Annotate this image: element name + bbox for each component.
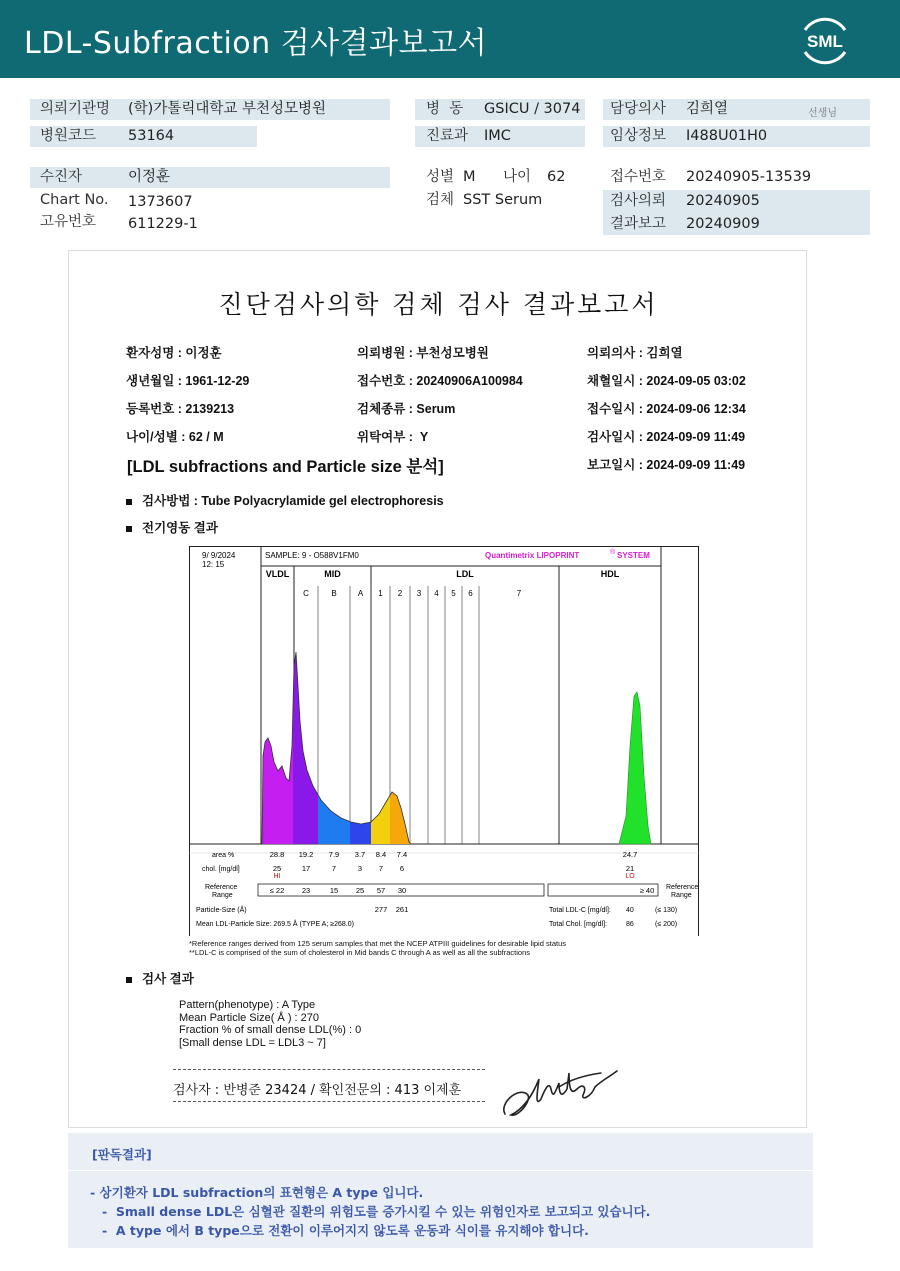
doctor-value: 김희열 — [686, 101, 729, 117]
field-consign: 위탁여부 : Y — [357, 430, 429, 444]
section-label-vldl: VLDL — [265, 569, 290, 579]
interpretation-line-2: - Small dense LDL은 심혈관 질환의 위험도를 증가시킬 수 있는 위험인자로 보고되고 있습니다. — [102, 1204, 651, 1219]
institution-value: (학)가톨릭대학교 부천성모병원 — [128, 101, 327, 117]
sex-value: M — [463, 169, 476, 185]
chart-sample: SAMPLE: 9 - O588V1FM0 — [265, 551, 359, 560]
total-ldl-ref: (≤ 130) — [655, 907, 678, 914]
specimen-label: 검체 — [426, 192, 455, 208]
doctor-suffix: 선생님 — [808, 108, 837, 119]
page-header — [0, 0, 900, 78]
method-line — [126, 491, 444, 509]
area-value-hdl: 24.7 — [622, 850, 638, 859]
dept-value: IMC — [484, 128, 511, 144]
row-label-ref-range: Range — [212, 892, 233, 899]
chart-system: Quantimetrix LIPOPRINT — [485, 551, 580, 560]
row-label-ref-right: Reference — [666, 884, 699, 891]
chol-value-vldl: 25 — [272, 864, 282, 873]
clinical-value: I488U01H0 — [686, 128, 768, 144]
result-definition: [Small dense LDL = LDL3 ~ 7] — [179, 1036, 326, 1049]
interpretation-line-1: - 상기환자 LDL subfraction의 표현형은 A type 입니다. — [90, 1185, 424, 1200]
fraction-area-a — [350, 822, 371, 844]
sex-label: 성별 — [426, 169, 455, 185]
result-pattern: Pattern(phenotype) : A Type — [179, 999, 316, 1011]
band-label-5: 5 — [451, 589, 456, 598]
particle-value-2: 261 — [395, 905, 409, 914]
sign-divider-top — [173, 1069, 485, 1070]
field-tested: 검사일시 : 2024-09-09 11:49 — [587, 430, 746, 444]
request-value: 20240905 — [686, 193, 760, 209]
ref-value-2: 30 — [397, 886, 407, 895]
dept-label: 진료과 — [426, 128, 469, 144]
age-value: 62 — [547, 169, 566, 185]
hospital-code-label: 병원코드 — [40, 128, 97, 144]
receipt-value: 20240905-13539 — [686, 169, 812, 185]
chart-no-value: 1373607 — [128, 194, 193, 210]
row-label-area: area % — [212, 852, 235, 859]
interpretation-line-3: - A type 에서 B type으로 전환이 이루어지지 않도록 운동과 식이를 유지해야 합니다. — [102, 1223, 589, 1238]
sml-logo — [795, 12, 855, 68]
electro-heading — [126, 518, 218, 536]
chart-registered-mark: ® — [610, 549, 616, 556]
interpretation-panel — [68, 1133, 813, 1248]
field-doctor: 의뢰의사 : 김희열 — [587, 346, 683, 360]
field-receipt: 접수번호 : 20240906A100984 — [357, 374, 523, 388]
field-received: 접수일시 : 2024-09-06 12:34 — [587, 402, 746, 416]
section-label-mid: MID — [324, 569, 341, 579]
result-mean-size: Mean Particle Size( Å ) : 270 — [179, 1011, 320, 1024]
section-label-ldl: LDL — [456, 569, 474, 579]
unique-no-label: 고유번호 — [40, 214, 97, 230]
electro-text: 전기영동 결과 — [142, 521, 218, 535]
chart-system-suffix: SYSTEM — [617, 551, 650, 560]
field-dob: 생년월일 : 1961-12-29 — [126, 374, 250, 388]
chart-time: 12: 15 — [202, 560, 225, 569]
chol-value-a: 3 — [357, 864, 363, 873]
section-label-hdl: HDL — [600, 569, 620, 579]
band-label-3: 3 — [416, 589, 422, 598]
signer-line: 검사자 : 반병준 23424 / 확인전문의 : 413 이제훈 — [173, 1083, 462, 1098]
band-label-B: B — [331, 589, 337, 598]
band-label-7: 7 — [516, 589, 522, 598]
ref-value-vldl: ≤ 22 — [269, 886, 285, 895]
chol-value-1: 7 — [378, 864, 384, 873]
report-date-value: 20240909 — [686, 216, 760, 232]
ward-value: GSICU / 3074 — [484, 101, 581, 117]
chol-value-hdl: 21 — [625, 864, 635, 873]
chart-no-label: Chart No. — [40, 192, 109, 208]
result-heading-text: 검사 결과 — [142, 972, 194, 986]
ref-value-b: 15 — [329, 886, 339, 895]
report-subtitle: [LDL subfractions and Particle size 분석] — [127, 458, 444, 476]
patient-value: 이정훈 — [128, 169, 171, 185]
ref-value-1: 57 — [376, 886, 386, 895]
row-label-particle: Particle-Size (Å) — [196, 907, 247, 914]
clinical-label: 임상정보 — [610, 128, 667, 144]
result-block — [179, 999, 361, 1049]
chol-flag-vldl: HI — [273, 873, 281, 880]
logo-text: SML — [807, 32, 843, 51]
field-reported: 보고일시 : 2024-09-09 11:49 — [587, 458, 746, 472]
area-value-b: 7.9 — [328, 850, 340, 859]
band-label-A: A — [357, 589, 364, 598]
note-line-1: *Reference ranges derived from 125 serum samples that met the NCEP ATPIII guidelines for desirable lipid status — [189, 939, 566, 948]
field-specimen: 검체종류 : Serum — [357, 402, 456, 416]
doctor-label: 담당의사 — [610, 101, 667, 117]
row-label-ref-range-right: Range — [671, 892, 692, 899]
chart-notes — [189, 939, 566, 957]
result-heading — [126, 969, 194, 987]
report-sheet — [68, 250, 807, 1128]
field-draw: 채혈일시 : 2024-09-05 03:02 — [587, 374, 746, 388]
hospital-code-value: 53164 — [128, 128, 175, 144]
band-label-4: 4 — [434, 589, 439, 598]
band-label-2: 2 — [397, 589, 403, 598]
chol-value-b: 7 — [331, 864, 337, 873]
band-label-C: C — [303, 589, 309, 598]
ref-value-a: 25 — [355, 886, 365, 895]
field-agesex: 나이/성별 : 62 / M — [126, 430, 224, 444]
unique-no-value: 611229-1 — [128, 216, 198, 232]
total-chol-label: Total Chol. [mg/dl]: — [549, 921, 607, 928]
lipoprint-chart — [189, 546, 699, 936]
specimen-value: SST Serum — [463, 192, 543, 208]
institution-label: 의뢰기관명 — [40, 101, 111, 117]
method-text: 검사방법 : Tube Polyacrylamide gel electrophoresis — [142, 494, 444, 508]
chol-value-2: 6 — [399, 864, 405, 873]
area-value-a: 3.7 — [354, 850, 366, 859]
report-date-label: 결과보고 — [610, 216, 667, 232]
area-value-2: 7.4 — [396, 850, 408, 859]
info-bar-patient — [30, 167, 390, 188]
receipt-label: 접수번호 — [610, 169, 667, 185]
ref-value-hdl: ≥ 40 — [639, 886, 655, 895]
chol-value-c: 17 — [301, 864, 311, 873]
patient-label: 수진자 — [40, 169, 83, 185]
row-label-chol: chol. [mg/dl] — [202, 866, 240, 873]
request-label: 검사의뢰 — [610, 193, 667, 209]
area-value-vldl: 28.8 — [269, 850, 285, 859]
field-regno: 등록번호 : 2139213 — [126, 402, 235, 416]
mean-particle-size: Mean LDL-Particle Size: 269.5 Å (TYPE A; ≥268.0) — [196, 921, 354, 928]
total-chol-value: 86 — [626, 921, 634, 928]
band-label-6: 6 — [468, 589, 473, 598]
page-title: LDL-Subfraction 검사결과보고서 — [24, 26, 488, 61]
total-ldl-label: Total LDL-C [mg/dl]: — [549, 907, 611, 914]
report-title: 진단검사의학 검체 검사 결과보고서 — [218, 290, 659, 319]
chart-date: 9/ 9/2024 — [202, 551, 236, 560]
result-fraction: Fraction % of small dense LDL(%) : 0 — [179, 1024, 362, 1036]
particle-value-1: 277 — [374, 905, 388, 914]
note-line-2: **LDL-C is comprised of the sum of cholesterol in Mid bands C through A as well as all the subfractions — [189, 948, 531, 957]
area-value-1: 8.4 — [375, 850, 387, 859]
age-label: 나이 — [503, 169, 532, 185]
sign-divider-bottom — [173, 1101, 485, 1102]
total-chol-ref: (≤ 200) — [655, 921, 678, 928]
signature-image — [497, 1059, 627, 1124]
ward-label: 병 동 — [426, 101, 464, 117]
area-value-c: 19.2 — [298, 850, 314, 859]
row-label-ref: Reference — [205, 884, 238, 891]
interpretation-title: [판독결과] — [92, 1147, 152, 1162]
ref-value-c: 23 — [301, 886, 311, 895]
field-name: 환자성명 : 이정훈 — [126, 346, 222, 360]
chol-flag-hdl: LO — [625, 873, 635, 880]
field-hospital: 의뢰병원 : 부천성모병원 — [357, 346, 489, 360]
interpretation-header — [68, 1133, 813, 1171]
total-ldl-value: 40 — [626, 907, 634, 914]
band-label-1: 1 — [378, 589, 383, 598]
